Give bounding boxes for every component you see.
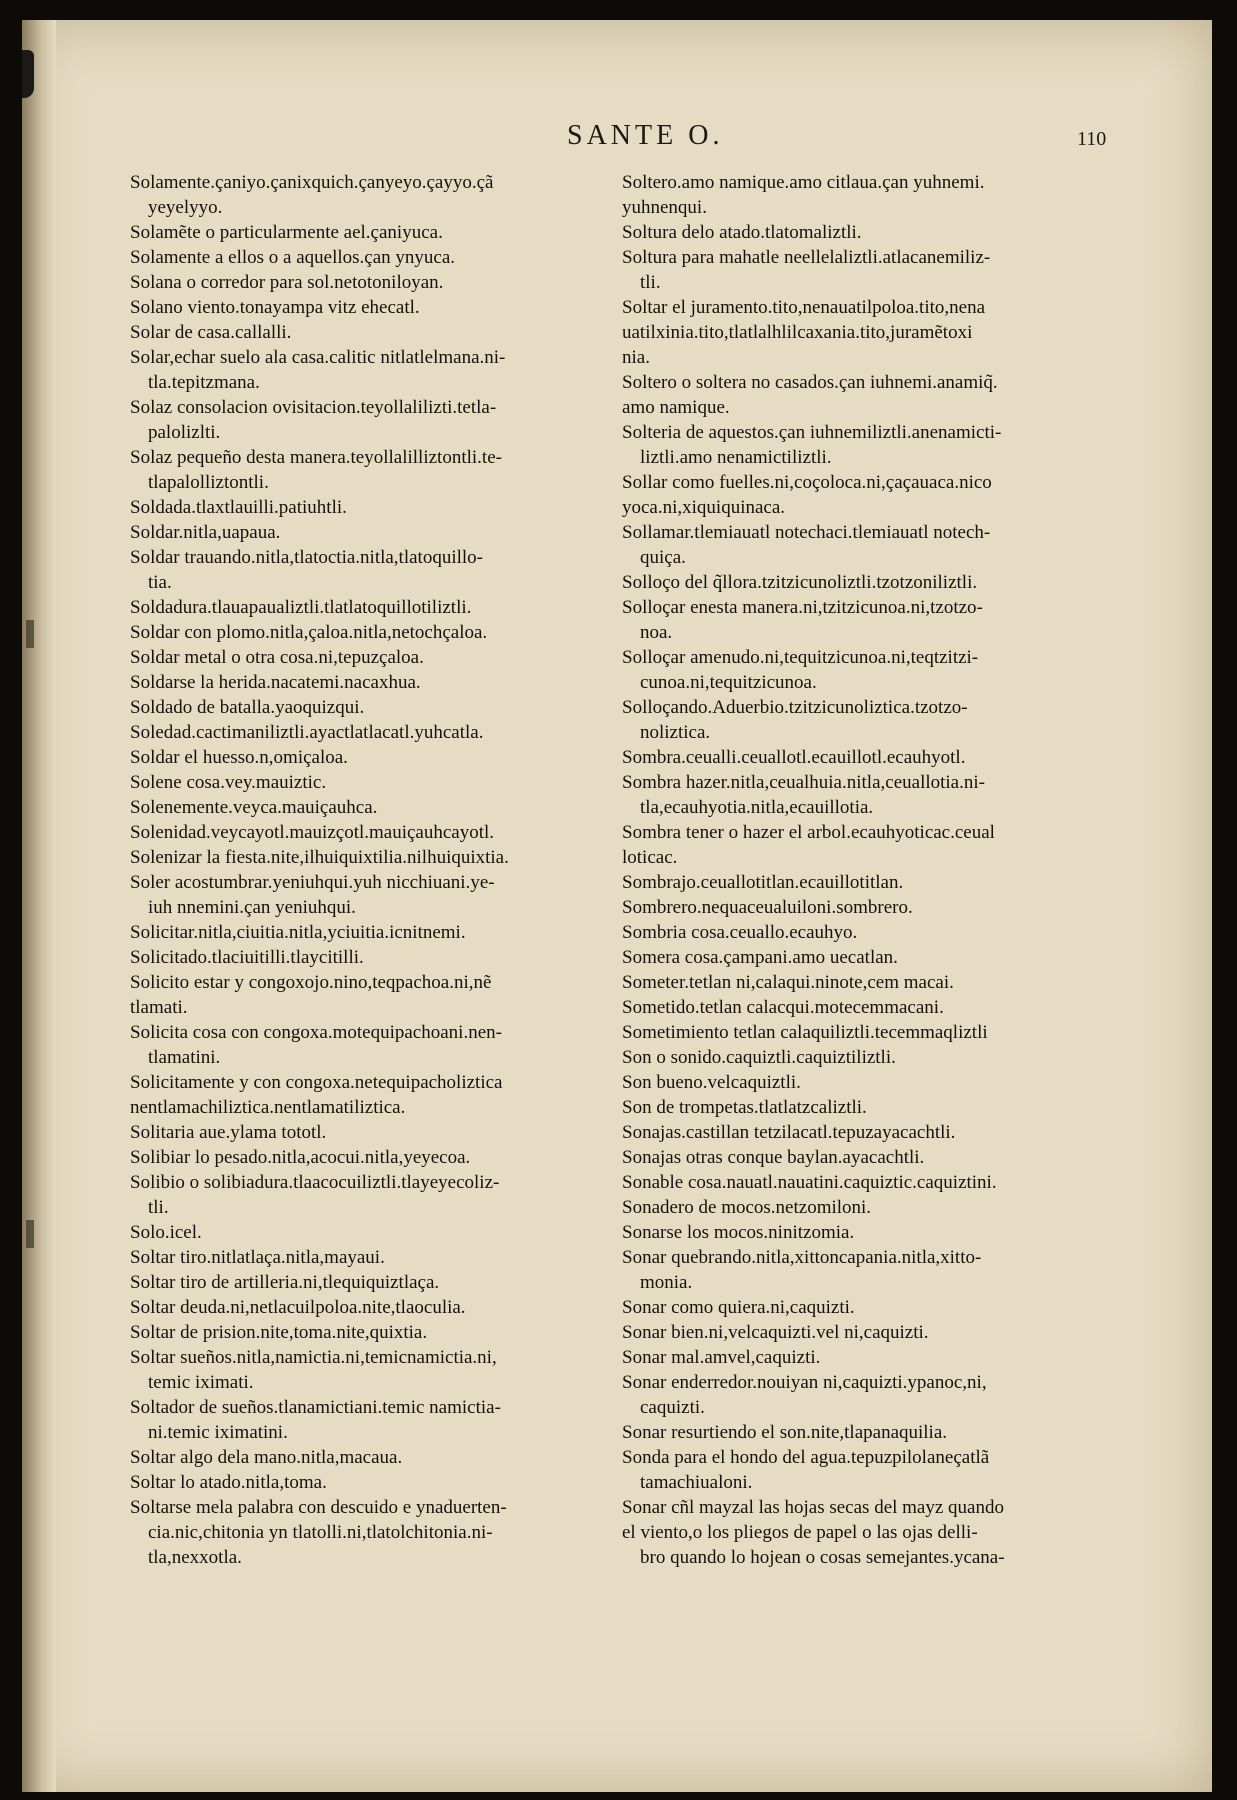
dictionary-line: uatilxinia.tito,tlatlalhlilcaxania.tito,juramẽtoxi — [622, 322, 973, 343]
dictionary-line: Solana o corredor para sol.netotoniloyan. — [130, 272, 444, 293]
dictionary-line: Soltar lo atado.nitla,toma. — [130, 1472, 327, 1493]
dictionary-line: Soler acostumbrar.yeniuhqui.yuh nicchiuani.ye- — [130, 872, 495, 893]
dictionary-line: el viento,o los pliegos de papel o las ojas delli- — [622, 1522, 978, 1543]
dictionary-line: Solo.icel. — [130, 1222, 202, 1243]
dictionary-line: Sonar resurtiendo el son.nite,tlapanaquilia. — [622, 1422, 948, 1443]
dictionary-line: nentlamachiliztica.nentlamatiliztica. — [130, 1097, 406, 1118]
dictionary-line: Solene cosa.vey.mauiztic. — [130, 772, 327, 793]
dictionary-line: tlamatini. — [148, 1047, 221, 1068]
binding-mark — [22, 50, 34, 98]
dictionary-line: tamachiualoni. — [640, 1472, 753, 1493]
dictionary-line: Sombra tener o hazer el arbol.ecauhyoticac.ceual — [622, 822, 995, 843]
dictionary-line: Soltador de sueños.tlanamictiani.temic namictia- — [130, 1397, 501, 1418]
right-column — [622, 170, 1127, 1570]
left-column — [130, 170, 625, 1570]
dictionary-line: Sonar enderredor.nouiyan ni,caquizti.ypanoc,ni, — [622, 1372, 987, 1393]
dictionary-line: Solitaria aue.ylama tototl. — [130, 1122, 327, 1143]
dictionary-line: Sonar quebrando.nitla,xittoncapania.nitla,xitto- — [622, 1247, 982, 1268]
dictionary-line: Soldar el huesso.n,omiçaloa. — [130, 747, 348, 768]
dictionary-line: caquizti. — [640, 1397, 705, 1418]
dictionary-line: Solamẽte o particularmente ael.çaniyuca. — [130, 222, 443, 243]
dictionary-line: Solenemente.veyca.mauiçauhca. — [130, 797, 378, 818]
dictionary-line: Soltar tiro de artilleria.ni,tlequiquiztlaça. — [130, 1272, 440, 1293]
dictionary-line: Sonar bien.ni,velcaquizti.vel ni,caquizti. — [622, 1322, 929, 1343]
dictionary-line: Solar,echar suelo ala casa.calitic nitlatlelmana.ni- — [130, 347, 506, 368]
dictionary-line: tlamati. — [130, 997, 188, 1018]
dictionary-line: Soltar de prision.nite,toma.nite,quixtia. — [130, 1322, 428, 1343]
dictionary-line: Solloçar enesta manera.ni,tzitzicunoa.ni,tzotzo- — [622, 597, 983, 618]
dictionary-line: Solano viento.tonayampa vitz ehecatl. — [130, 297, 420, 318]
dictionary-line: Soltero.amo namique.amo citlaua.çan yuhnemi. — [622, 172, 985, 193]
dictionary-line: Soltar algo dela mano.nitla,macaua. — [130, 1447, 403, 1468]
dictionary-line: Soldar con plomo.nitla,çaloa.nitla,netochçaloa. — [130, 622, 488, 643]
dictionary-line: Sonar cñl mayzal las hojas secas del mayz quando — [622, 1497, 1004, 1518]
dictionary-line: Solicita cosa con congoxa.motequipachoani.nen- — [130, 1022, 502, 1043]
dictionary-line: Son o sonido.caquiztli.caquiztiliztli. — [622, 1047, 896, 1068]
page-gutter — [22, 20, 56, 1792]
dictionary-line: Solicitar.nitla,ciuitia.nitla,yciuitia.icnitnemi. — [130, 922, 466, 943]
dictionary-line: tla.tepitzmana. — [148, 372, 260, 393]
dictionary-line: Solteria de aquestos.çan iuhnemiliztli.anenamicti- — [622, 422, 1002, 443]
dictionary-line: Soltar sueños.nitla,namictia.ni,temicnamictia.ni, — [130, 1347, 497, 1368]
dictionary-line: noa. — [640, 622, 673, 643]
dictionary-line: Sonarse los mocos.ninitzomia. — [622, 1222, 855, 1243]
dictionary-line: Soltar el juramento.tito,nenauatilpoloa.tito,nena — [622, 297, 986, 318]
dictionary-line: tli. — [640, 272, 661, 293]
dictionary-line: Son bueno.velcaquiztli. — [622, 1072, 801, 1093]
dictionary-line: Solloçar amenudo.ni,tequitzicunoa.ni,teqtzitzi- — [622, 647, 979, 668]
dictionary-line: quiça. — [640, 547, 686, 568]
dictionary-line: Sonajas.castillan tetzilacatl.tepuzayacachtli. — [622, 1122, 956, 1143]
dictionary-line: Sonable cosa.nauatl.nauatini.caquiztic.caquiztini. — [622, 1172, 997, 1193]
dictionary-line: Solamente a ellos o a aquellos.çan ynyuca. — [130, 247, 456, 268]
dictionary-line: tla,ecauhyotia.nitla,ecauillotia. — [640, 797, 874, 818]
dictionary-line: Sometimiento tetlan calaquiliztli.tecemmaqliztli — [622, 1022, 988, 1043]
dictionary-line: Solicitado.tlaciuitilli.tlaycitilli. — [130, 947, 364, 968]
margin-fragment — [26, 620, 34, 648]
dictionary-line: tlapalolliztontli. — [148, 472, 269, 493]
dictionary-line: Son de trompetas.tlatlatzcaliztli. — [622, 1097, 867, 1118]
dictionary-line: Solibio o solibiadura.tlaacocuiliztli.tlayeyecoliz- — [130, 1172, 500, 1193]
running-title: SANTE O. — [567, 120, 724, 151]
dictionary-line: Soldar trauando.nitla,tlatoctia.nitla,tlatoquillo- — [130, 547, 483, 568]
dictionary-line: ni.temic iximatini. — [148, 1422, 288, 1443]
dictionary-line: Sombrajo.ceuallotitlan.ecauillotitlan. — [622, 872, 904, 893]
dictionary-line: Soldar metal o otra cosa.ni,tepuzçaloa. — [130, 647, 424, 668]
dictionary-line: amo namique. — [622, 397, 730, 418]
dictionary-line: Soldarse la herida.nacatemi.nacaxhua. — [130, 672, 421, 693]
dictionary-line: cia.nic,chitonia yn tlatolli.ni,tlatolchitonia.ni- — [148, 1522, 493, 1543]
dictionary-line: Solaz pequeño desta manera.teyollalilliztontli.te- — [130, 447, 502, 468]
running-header — [567, 120, 767, 160]
dictionary-line: Someter.tetlan ni,calaqui.ninote,cem macai. — [622, 972, 954, 993]
dictionary-line: Solicito estar y congoxojo.nino,teqpachoa.ni,nẽ — [130, 972, 492, 993]
dictionary-line: iuh nnemini.çan yeniuhqui. — [148, 897, 356, 918]
dictionary-line: Soltura delo atado.tlatomaliztli. — [622, 222, 862, 243]
dictionary-line: bro quando lo hojean o cosas semejantes.ycana- — [640, 1547, 1005, 1568]
dictionary-line: Solloço del q̃llora.tzitzicunoliztli.tzotzoniliztli. — [622, 572, 978, 593]
dictionary-line: Sombra.ceualli.ceuallotl.ecauillotl.ecauhyotl. — [622, 747, 966, 768]
dictionary-line: liztli.amo nenamictiliztli. — [640, 447, 832, 468]
dictionary-line: Soltar deuda.ni,netlacuilpoloa.nite,tlaoculia. — [130, 1297, 466, 1318]
dictionary-line: Soldadura.tlauapaualiztli.tlatlatoquillotiliztli. — [130, 597, 472, 618]
dictionary-line: Sonda para el hondo del agua.tepuzpilolaneçatlã — [622, 1447, 990, 1468]
dictionary-line: Solaz consolacion ovisitacion.teyollalilizti.tetla- — [130, 397, 497, 418]
dictionary-line: monia. — [640, 1272, 693, 1293]
margin-fragment — [26, 1220, 34, 1248]
dictionary-line: palolizlti. — [148, 422, 221, 443]
dictionary-line: Sonajas otras conque baylan.ayacachtli. — [622, 1147, 925, 1168]
dictionary-line: Soldado de batalla.yaoquizqui. — [130, 697, 365, 718]
book-page — [22, 20, 1212, 1792]
dictionary-line: Sometido.tetlan calacqui.motecemmacani. — [622, 997, 944, 1018]
folio-number: 110 — [1077, 128, 1107, 150]
dictionary-line: tia. — [148, 572, 172, 593]
dictionary-line: Sombra hazer.nitla,ceualhuia.nitla,ceuallotia.ni- — [622, 772, 985, 793]
dictionary-line: Sonar mal.amvel,caquizti. — [622, 1347, 821, 1368]
dictionary-line: Soltero o soltera no casados.çan iuhnemi.anamiq̃. — [622, 372, 998, 393]
dictionary-line: Soldada.tlaxtlauilli.patiuhtli. — [130, 497, 347, 518]
dictionary-line: yuhnenqui. — [622, 197, 707, 218]
dictionary-line: temic iximati. — [148, 1372, 254, 1393]
dictionary-line: tli. — [148, 1197, 169, 1218]
dictionary-line: nia. — [622, 347, 650, 368]
dictionary-line: yeyelyyo. — [148, 197, 223, 218]
dictionary-line: noliztica. — [640, 722, 711, 743]
dictionary-line: Solenidad.veycayotl.mauizçotl.mauiçauhcayotl. — [130, 822, 495, 843]
dictionary-line: Solicitamente y con congoxa.netequipacholiztica — [130, 1072, 503, 1093]
dictionary-line: Somera cosa.çampani.amo uecatlan. — [622, 947, 898, 968]
dictionary-line: yoca.ni,xiquiquinaca. — [622, 497, 786, 518]
dictionary-line: Soltura para mahatle neellelaliztli.atlacanemiliz- — [622, 247, 991, 268]
dictionary-line: Solamente.çaniyo.çanixquich.çanyeyo.çayyo.çã — [130, 172, 494, 193]
dictionary-line: Soledad.cactimaniliztli.ayactlatlacatl.yuhcatla. — [130, 722, 484, 743]
dictionary-line: Solar de casa.callalli. — [130, 322, 292, 343]
dictionary-line: Sollar como fuelles.ni,coçoloca.ni,çaçauaca.nico — [622, 472, 992, 493]
dictionary-line: Sombrero.nequaceualuiloni.sombrero. — [622, 897, 913, 918]
dictionary-line: Sollamar.tlemiauatl notechaci.tlemiauatl notech- — [622, 522, 991, 543]
dictionary-line: Sonar como quiera.ni,caquizti. — [622, 1297, 855, 1318]
dictionary-line: Solibiar lo pesado.nitla,acocui.nitla,yeyecoa. — [130, 1147, 471, 1168]
dictionary-line: cunoa.ni,tequitzicunoa. — [640, 672, 817, 693]
dictionary-line: tla,nexxotla. — [148, 1547, 242, 1568]
dictionary-line: Sombria cosa.ceuallo.ecauhyo. — [622, 922, 858, 943]
dictionary-line: Soldar.nitla,uapaua. — [130, 522, 281, 543]
dictionary-line: Soltarse mela palabra con descuido e ynaduerten- — [130, 1497, 507, 1518]
dictionary-line: Soltar tiro.nitlatlaça.nitla,mayaui. — [130, 1247, 385, 1268]
dictionary-line: Sonadero de mocos.netzomiloni. — [622, 1197, 872, 1218]
dictionary-line: loticac. — [622, 847, 678, 868]
dictionary-line: Solenizar la fiesta.nite,ilhuiquixtilia.nilhuiquixtia. — [130, 847, 509, 868]
dictionary-line: Solloçando.Aduerbio.tzitzicunoliztica.tzotzo- — [622, 697, 968, 718]
